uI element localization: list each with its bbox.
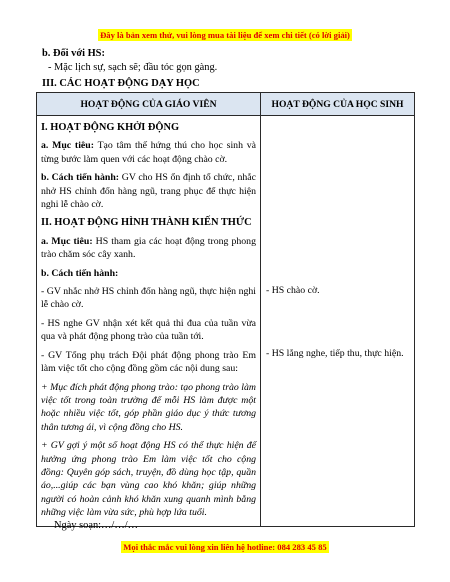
student-column	[261, 116, 415, 527]
part1-title: I. HOẠT ĐỘNG KHỞI ĐỘNG	[41, 122, 180, 133]
part2-step-2: - HS nghe GV nhận xét kết quả thi đua của tuần vừa qua và phát động phong trào của tuần tới.	[41, 317, 256, 343]
header-student: HOẠT ĐỘNG CỦA HỌC SINH	[261, 93, 415, 116]
hotline-footer-text: Mọi thắc mắc vui lòng xin liên hệ hotline: 084 283 45 85	[123, 542, 327, 552]
part2-title: II. HOẠT ĐỘNG HÌNH THÀNH KIẾN THỨC	[41, 217, 252, 229]
part2-method-label: b. Cách tiến hành:	[41, 267, 119, 279]
student-response-2: - HS lắng nghe, tiếp thu, thực hiện.	[266, 348, 404, 359]
part2-goal-text: HS tham gia các hoạt động trong phong trào chăm sóc cây xanh.	[41, 235, 256, 261]
part2-goal-label: a. Mục tiêu:	[41, 235, 93, 247]
preview-banner	[0, 25, 450, 43]
section-b-title: b. Đối với HS:	[42, 48, 105, 59]
part2-step-1: - GV nhắc nhở HS chỉnh đốn hàng ngũ, thực hiện nghi lễ chào cờ.	[41, 286, 256, 311]
header-teacher: HOẠT ĐỘNG CỦA GIÁO VIÊN	[37, 93, 261, 116]
section-iii-title: III. CÁC HOẠT ĐỘNG DẠY HỌC	[42, 78, 200, 89]
table-row	[37, 116, 415, 527]
part1-method-text: GV cho HS ổn định tổ chức, nhắc nhở HS chỉnh đốn hàng ngũ, trang phục để thực hiện nghi lễ chào cờ.	[41, 172, 256, 211]
part2-goal	[41, 235, 256, 262]
part1-goal-label: a. Mục tiêu:	[41, 140, 94, 152]
part1-goal	[41, 139, 256, 166]
teacher-column	[37, 116, 261, 527]
section-b-bullet: - Mặc lịch sự, sạch sẽ; đầu tóc gọn gàng.	[48, 62, 218, 73]
part1-goal-text: Tạo tâm thế hứng thú cho học sinh và từng bước làm quen với các hoạt động chào cờ.	[41, 140, 256, 165]
student-response-1: - HS chào cờ.	[266, 285, 320, 296]
part1-method-label: b. Cách tiến hành:	[41, 172, 120, 184]
hotline-footer	[0, 537, 450, 555]
part2-note-1: + Mục đích phát động phong trào: tạo phong trào làm việc tốt trong toàn trường để mỗi HS làm được một hoặc nhiều việc tốt, góp phần giáo dục ý thức tương thân tương ái, vì cộng đồng cho HS.	[41, 381, 256, 433]
part2-note-2: + GV gợi ý một số hoạt động HS có thể thực hiện để hưởng ứng phong trào Em làm việc tốt cho cộng đồng: Quyên góp sách, truyện, đồ dùng học tập, quần áo,...giúp các bạn vùng cao khó khăn; giúp những người có hoàn cảnh khó khăn xung quanh mình bằng những việc làm vừa sức, phù hợp lứa tuổi.	[41, 440, 256, 519]
date-line: Ngày soạn:…/…/…	[54, 520, 138, 531]
table-header-row	[37, 93, 415, 116]
activities-table	[36, 92, 415, 527]
preview-banner-text: Đây là bản xem thử, vui lòng mua tài liệu để xem chi tiết (có lời giải)	[100, 30, 350, 40]
part1-method	[41, 171, 256, 211]
part2-step-3: - GV Tổng phụ trách Đội phát động phong trào Em làm việc tốt cho cộng đồng gồm các nội dung sau:	[41, 349, 256, 375]
